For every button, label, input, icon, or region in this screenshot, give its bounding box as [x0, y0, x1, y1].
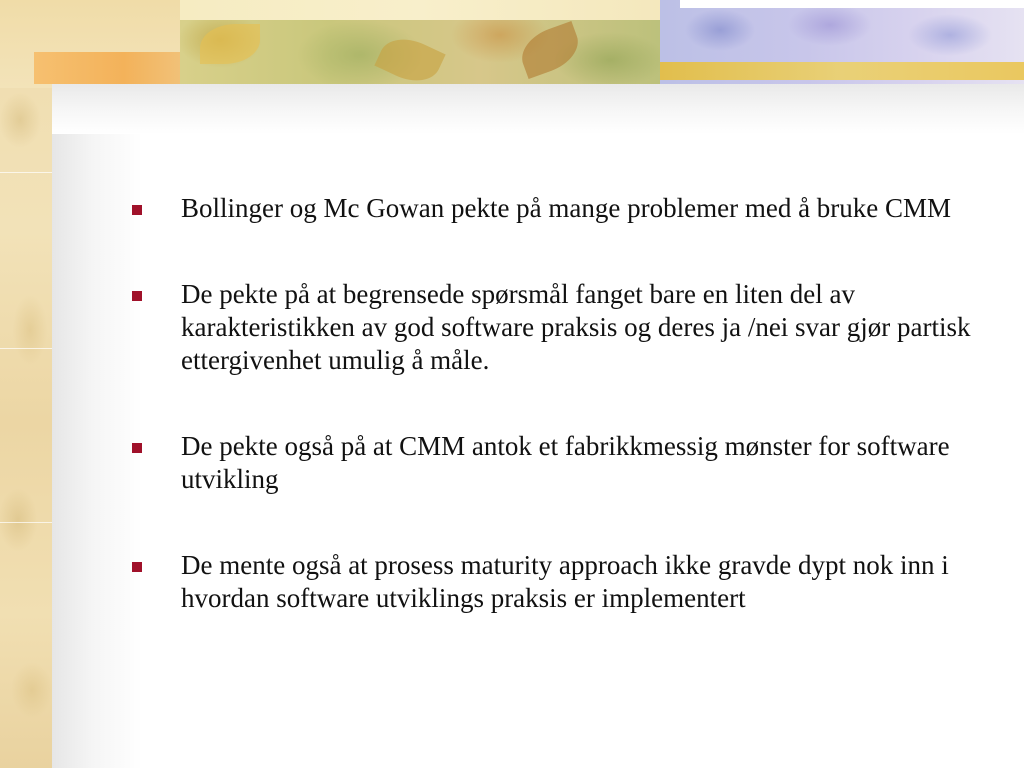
bullet-item: [128, 192, 998, 225]
bullet-item: [128, 278, 998, 377]
bullet-item: [128, 549, 998, 615]
banner-gold-stripe: [660, 62, 1024, 80]
strip-divider: [0, 522, 52, 523]
square-bullet-icon: [132, 562, 142, 572]
bullet-text: De mente også at prosess maturity approach ikke gravde dypt nok inn i hvordan software utviklings praksis er implementert: [181, 550, 949, 613]
banner-shadow-fade: [52, 84, 1024, 134]
slide-body: [128, 192, 998, 615]
square-bullet-icon: [132, 291, 142, 301]
square-bullet-icon: [132, 205, 142, 215]
bullet-text: Bollinger og Mc Gowan pekte på mange problemer med å bruke CMM: [181, 193, 952, 223]
banner-light-band: [180, 0, 660, 20]
top-decorative-banner: [0, 0, 1024, 88]
strip-divider: [0, 172, 52, 173]
bullet-text: De pekte på at begrensede spørsmål fanget bare en liten del av karakteristikken av god software praksis og deres ja /nei svar gjør partisk ettergivenhet umulig å måle.: [181, 279, 971, 375]
banner-white-edge: [680, 0, 1024, 8]
strip-divider: [0, 348, 52, 349]
left-decorative-strip: [0, 0, 52, 768]
bullet-text: De pekte også på at CMM antok et fabrikkmessig mønster for software utvikling: [181, 431, 950, 494]
bullet-item: [128, 430, 998, 496]
banner-orange-band: [34, 52, 184, 84]
square-bullet-icon: [132, 443, 142, 453]
